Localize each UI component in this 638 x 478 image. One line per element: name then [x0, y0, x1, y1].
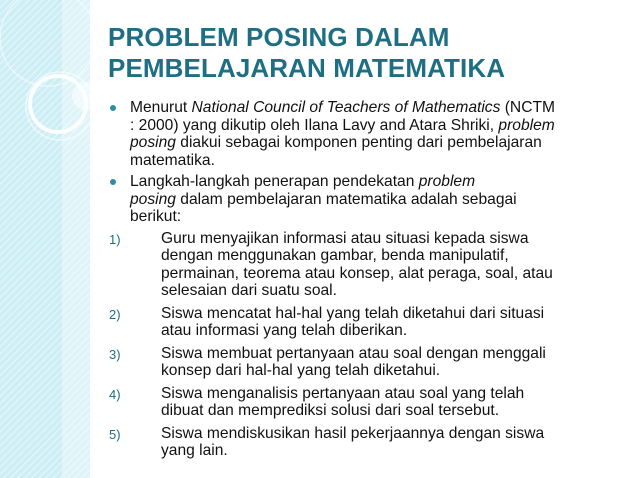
step-item — [109, 305, 628, 340]
bullet-paragraph — [114, 173, 628, 226]
step-item — [109, 345, 628, 380]
step-number: 2) — [109, 306, 121, 322]
bullet-dot-icon — [110, 179, 116, 185]
step-item — [109, 230, 628, 300]
step-text-line: Siswa membuat pertanyaan atau soal dengan menggali — [161, 344, 546, 362]
bullet-dot-icon — [110, 105, 116, 111]
step-number: 5) — [109, 426, 121, 442]
emphasized-text: problem — [498, 116, 555, 134]
slide-title-line-2: PEMBELAJARAN MATEMATIKA — [108, 53, 506, 83]
step-number: 3) — [109, 346, 121, 362]
bullet-text-line: Langkah-langkah penerapan pendekatan problem — [130, 173, 476, 190]
bullet-text-line: posing diakui sebagai komponen penting dari pembelajaran — [130, 134, 542, 151]
bullet-text-line: posing dalam pembelajaran matematika adalah sebagai — [130, 190, 517, 208]
step-text-line: atau informasi yang telah diberikan. — [161, 322, 408, 339]
step-text-line: Siswa menganalisis pertanyaan atau soal yang telah — [161, 384, 525, 402]
step-text-line: Guru menyajikan informasi atau situasi kepada siswa — [161, 229, 529, 247]
step-text-line: Siswa mendiskusikan hasil pekerjaannya dengan siswa — [161, 424, 545, 442]
bullet-text-line: matematika. — [130, 151, 215, 169]
step-text-line: dengan menggunakan gambar, benda manipulatif, — [161, 247, 509, 264]
slide-title — [108, 22, 628, 84]
step-text-line: dibuat dan memprediksi solusi dari soal tersebut. — [161, 402, 500, 419]
bullet-list — [114, 99, 628, 226]
bullet-text-line: : 2000) yang dikutip oleh Ilana Lavy and Atara Shriki, problem — [130, 116, 555, 134]
steps-list — [109, 230, 628, 460]
step-number: 1) — [109, 231, 121, 247]
step-text-line: permainan, teorema atau konsep, alat peraga, soal, atau — [161, 264, 553, 282]
step-text-line: Siswa mencatat hal-hal yang telah diketahui dari situasi — [161, 304, 545, 322]
step-item — [109, 385, 628, 420]
step-item — [109, 425, 628, 460]
step-text-line: selesaian dari suatu soal. — [161, 282, 337, 299]
emphasized-text: National Council of Teachers of Mathematics — [191, 99, 501, 116]
slide-content — [109, 99, 628, 465]
bullet-text-line: berikut: — [130, 208, 182, 225]
emphasized-text: problem — [418, 173, 476, 190]
emphasized-text: posing — [130, 190, 176, 208]
bullet-text-line: Menurut National Council of Teachers of Mathematics (NCTM — [130, 99, 555, 116]
slide-title-line-1: PROBLEM POSING DALAM — [108, 22, 450, 52]
decorative-sidebar — [0, 0, 90, 478]
bullet-paragraph — [114, 99, 628, 169]
step-number: 4) — [109, 386, 121, 402]
sidebar-pattern-graphic — [0, 0, 90, 478]
step-text-line: konsep dari hal-hal yang telah diketahui. — [161, 362, 441, 379]
emphasized-text: posing — [130, 134, 176, 151]
step-text-line: yang lain. — [161, 442, 228, 459]
